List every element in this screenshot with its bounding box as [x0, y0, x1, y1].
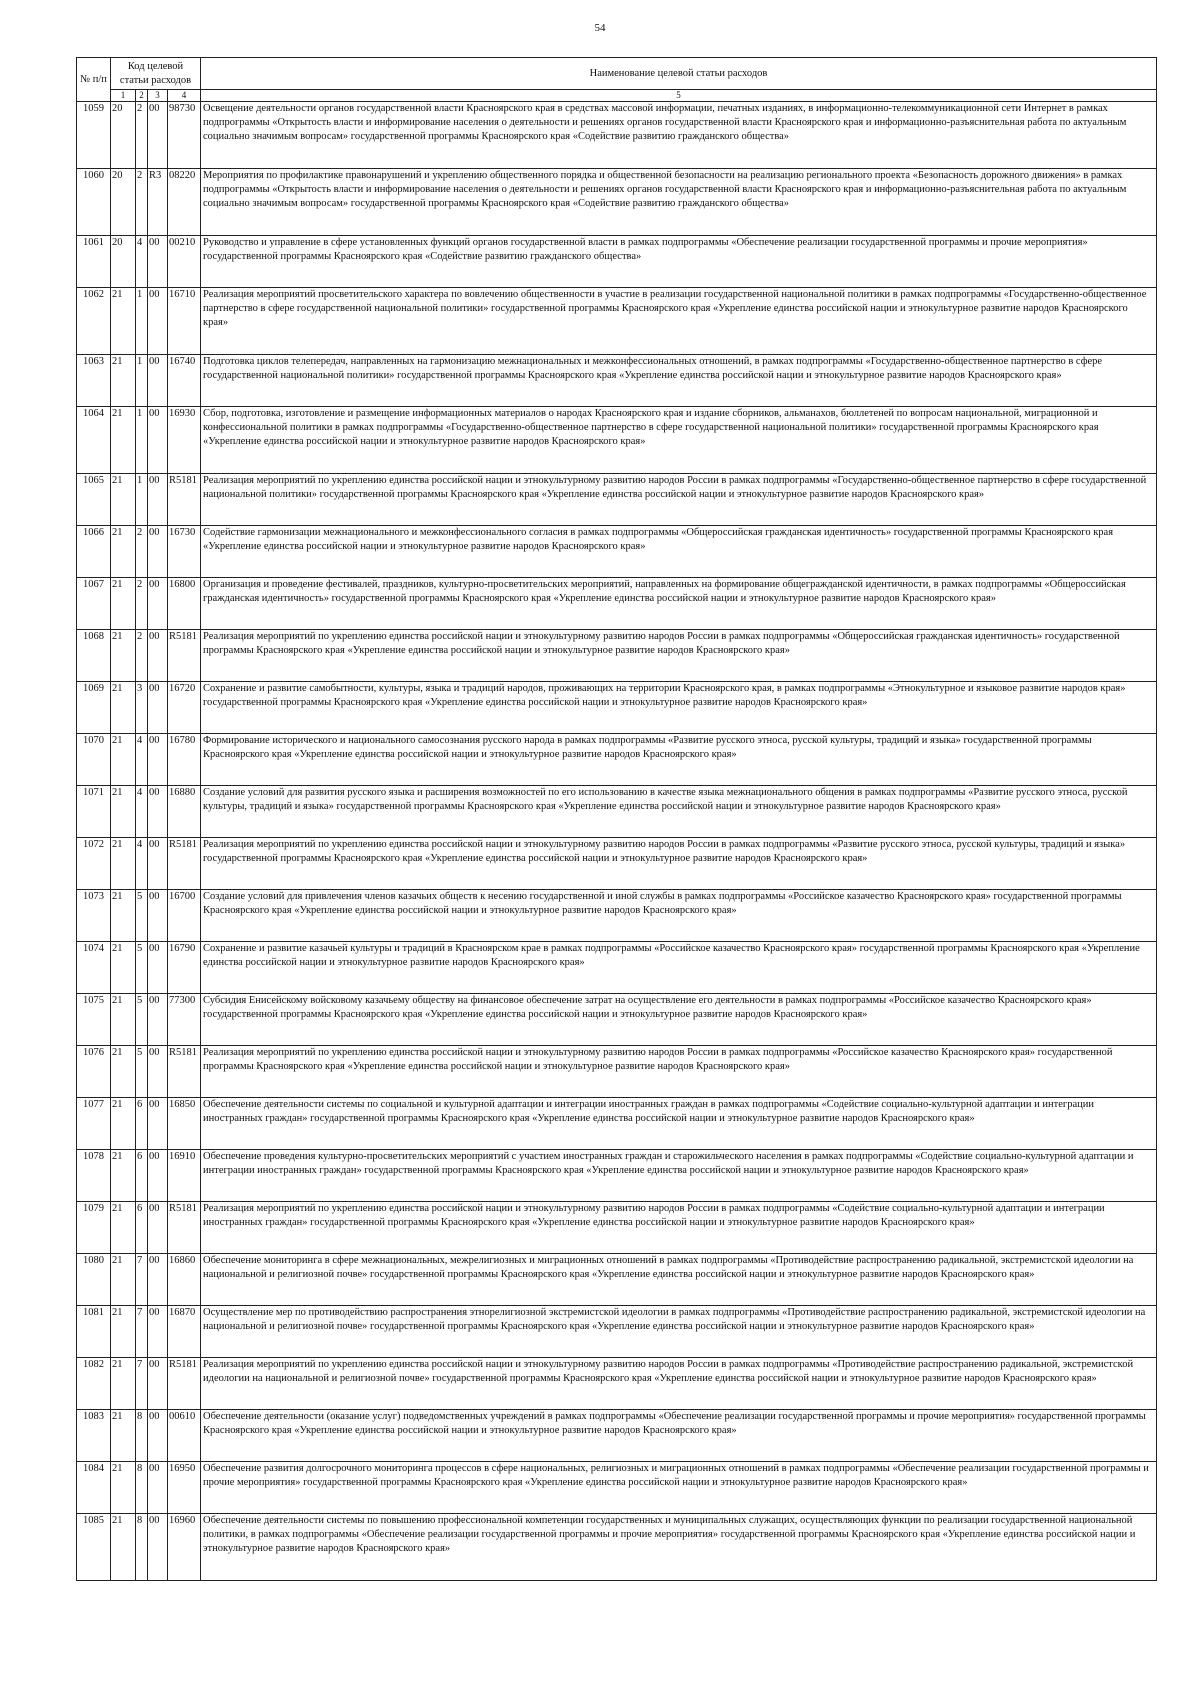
- code-part-1: 21: [111, 1514, 136, 1581]
- code-part-2: 2: [136, 526, 148, 578]
- expense-name: Реализация мероприятий по укреплению единства российской нации и этнокультурному развитию народов России в рамках подпрограммы «Содействие социально-культурной адаптации и интеграции иностранных граждан» государственной программы Красноярского края «Укрепление единства российской нации и этнокультурное развитие народов Красноярского края»: [201, 1202, 1157, 1254]
- row-number: 1070: [77, 734, 111, 786]
- code-part-2: 1: [136, 407, 148, 474]
- code-part-2: 8: [136, 1410, 148, 1462]
- row-number: 1082: [77, 1358, 111, 1410]
- code-part-3: 00: [148, 838, 168, 890]
- table-row: [77, 407, 1157, 474]
- expense-name: Реализация мероприятий по укреплению единства российской нации и этнокультурному развитию народов России в рамках подпрограммы «Развитие русского этноса, русской культуры, традиций и языка» государственной программы Красноярского края «Укрепление единства российской нации и этнокультурное развитие народов Красноярского края»: [201, 838, 1157, 890]
- code-part-4: R5181: [168, 1202, 201, 1254]
- table-row: [77, 169, 1157, 236]
- code-part-3: 00: [148, 526, 168, 578]
- code-part-2: 7: [136, 1358, 148, 1410]
- expense-name: Реализация мероприятий по укреплению единства российской нации и этнокультурному развитию народов России в рамках подпрограммы «Общероссийская гражданская идентичность» государственной программы Красноярского края «Укрепление единства российской нации и этнокультурное развитие народов Красноярского края»: [201, 630, 1157, 682]
- code-part-4: 16790: [168, 942, 201, 994]
- code-part-4: 16780: [168, 734, 201, 786]
- table-body: [77, 102, 1157, 1581]
- code-part-3: 00: [148, 474, 168, 526]
- code-part-4: 16850: [168, 1098, 201, 1150]
- code-part-2: 4: [136, 838, 148, 890]
- row-number: 1068: [77, 630, 111, 682]
- expense-name: Мероприятия по профилактике правонарушений и укреплению общественного порядка и общественной безопасности на реализацию регионального проекта «Безопасность дорожного движения» в рамках подпрограммы «Открытость власти и информирование населения о деятельности и решениях органов государственной власти Красноярского края и информационно-разъяснительная работа по актуальным социально значимым вопросам» государственной программы Красноярского края «Содействие развитию гражданского общества»: [201, 169, 1157, 236]
- code-part-3: 00: [148, 1358, 168, 1410]
- table-row: [77, 526, 1157, 578]
- code-part-4: 16730: [168, 526, 201, 578]
- row-number: 1081: [77, 1306, 111, 1358]
- expense-name: Обеспечение проведения культурно-просветительских мероприятий с участием иностранных граждан и старожильческого населения в рамках подпрограммы «Содействие социально-культурной адаптации и интеграции иностранных граждан» государственной программы Красноярского края «Укрепление единства российской нации и этнокультурное развитие народов Красноярского края»: [201, 1150, 1157, 1202]
- table-row: [77, 942, 1157, 994]
- code-part-1: 21: [111, 942, 136, 994]
- code-part-4: 16720: [168, 682, 201, 734]
- row-number: 1059: [77, 102, 111, 169]
- header-col-3: 3: [148, 90, 168, 102]
- header-name: Наименование целевой статьи расходов: [201, 58, 1157, 90]
- expense-name: Сбор, подготовка, изготовление и размещение информационных материалов о народах Красноярского края и издание сборников, альманахов, бюллетеней по вопросам национальной, миграционной и конфессиональной политики в рамках подпрограммы «Государственно-общественное партнерство в сфере государственной национальной политики» государственной программы Красноярского края «Укрепление единства российской нации и этнокультурное развитие народов Красноярского края»: [201, 407, 1157, 474]
- row-number: 1064: [77, 407, 111, 474]
- row-number: 1062: [77, 288, 111, 355]
- code-part-1: 21: [111, 1462, 136, 1514]
- code-part-4: 16910: [168, 1150, 201, 1202]
- code-part-3: 00: [148, 734, 168, 786]
- code-part-3: 00: [148, 1046, 168, 1098]
- expense-name: Содействие гармонизации межнационального и межконфессионального согласия в рамках подпрограммы «Общероссийская гражданская идентичность» государственной программы Красноярского края «Укрепление единства российской нации и этнокультурное развитие народов Красноярского края»: [201, 526, 1157, 578]
- code-part-4: R5181: [168, 1358, 201, 1410]
- code-part-4: R5181: [168, 474, 201, 526]
- code-part-1: 21: [111, 890, 136, 942]
- code-part-4: 16870: [168, 1306, 201, 1358]
- code-part-1: 21: [111, 1098, 136, 1150]
- expense-name: Осуществление мер по противодействию распространения этнорелигиозной экстремистской идеологии в рамках подпрограммы «Противодействие распространению радикальной, экстремистской идеологии на национальной и религиозной почве» государственной программы Красноярского края «Укрепление единства российской нации и этнокультурное развитие народов Красноярского края»: [201, 1306, 1157, 1358]
- code-part-2: 6: [136, 1202, 148, 1254]
- header-column-numbers-row: [77, 90, 1157, 102]
- expense-name: Реализация мероприятий просветительского характера по вовлечению общественности в участие в реализации государственной национальной политики в рамках подпрограммы «Государственно-общественное партнерство в сфере государственной национальной политики» государственной программы Красноярского края «Укрепление единства российской нации и этнокультурное развитие народов Красноярского края»: [201, 288, 1157, 355]
- table-row: [77, 838, 1157, 890]
- expense-name: Обеспечение развития долгосрочного мониторинга процессов в сфере национальных, религиозных и миграционных отношений в рамках подпрограммы «Обеспечение реализации государственной программы и прочие мероприятия» государственной программы Красноярского края «Укрепление единства российской нации и этнокультурное развитие народов Красноярского края»: [201, 1462, 1157, 1514]
- header-number: № п/п: [77, 58, 111, 102]
- row-number: 1079: [77, 1202, 111, 1254]
- code-part-2: 6: [136, 1098, 148, 1150]
- code-part-1: 21: [111, 1046, 136, 1098]
- code-part-1: 21: [111, 630, 136, 682]
- code-part-3: 00: [148, 288, 168, 355]
- code-part-2: 7: [136, 1254, 148, 1306]
- row-number: 1073: [77, 890, 111, 942]
- code-part-2: 4: [136, 236, 148, 288]
- code-part-1: 21: [111, 1150, 136, 1202]
- code-part-3: 00: [148, 1254, 168, 1306]
- code-part-1: 21: [111, 1306, 136, 1358]
- code-part-1: 21: [111, 994, 136, 1046]
- code-part-4: 16710: [168, 288, 201, 355]
- row-number: 1085: [77, 1514, 111, 1581]
- code-part-1: 20: [111, 236, 136, 288]
- code-part-2: 8: [136, 1462, 148, 1514]
- expense-name: Сохранение и развитие казачьей культуры и традиций в Красноярском крае в рамках подпрограммы «Российское казачество Красноярского края» государственной программы Красноярского края «Укрепление единства российской нации и этнокультурное развитие народов Красноярского края»: [201, 942, 1157, 994]
- table-row: [77, 1410, 1157, 1462]
- table-row: [77, 994, 1157, 1046]
- code-part-3: 00: [148, 1098, 168, 1150]
- code-part-2: 5: [136, 1046, 148, 1098]
- code-part-2: 6: [136, 1150, 148, 1202]
- row-number: 1069: [77, 682, 111, 734]
- table-row: [77, 102, 1157, 169]
- code-part-2: 2: [136, 630, 148, 682]
- code-part-3: 00: [148, 994, 168, 1046]
- code-part-3: 00: [148, 1202, 168, 1254]
- row-number: 1065: [77, 474, 111, 526]
- expense-name: Реализация мероприятий по укреплению единства российской нации и этнокультурному развитию народов России в рамках подпрограммы «Противодействие распространению радикальной, экстремистской идеологии на национальной и религиозной почве» государственной программы Красноярского края «Укрепление единства российской нации и этнокультурное развитие народов Красноярского края»: [201, 1358, 1157, 1410]
- row-number: 1060: [77, 169, 111, 236]
- row-number: 1074: [77, 942, 111, 994]
- code-part-4: 16930: [168, 407, 201, 474]
- row-number: 1083: [77, 1410, 111, 1462]
- expense-name: Организация и проведение фестивалей, праздников, культурно-просветительских мероприятий, направленных на формирование общегражданской идентичности, в рамках подпрограммы «Общероссийская гражданская идентичность» государственной программы Красноярского края «Укрепление единства российской нации и этнокультурное развитие народов Красноярского края»: [201, 578, 1157, 630]
- code-part-2: 2: [136, 102, 148, 169]
- code-part-2: 3: [136, 682, 148, 734]
- page-number: 54: [594, 22, 606, 34]
- header-col-2: 2: [136, 90, 148, 102]
- code-part-2: 7: [136, 1306, 148, 1358]
- code-part-4: 16800: [168, 578, 201, 630]
- code-part-1: 20: [111, 102, 136, 169]
- row-number: 1080: [77, 1254, 111, 1306]
- code-part-4: 16950: [168, 1462, 201, 1514]
- table-row: [77, 890, 1157, 942]
- row-number: 1076: [77, 1046, 111, 1098]
- code-part-2: 5: [136, 994, 148, 1046]
- expense-name: Создание условий для развития русского языка и расширения возможностей по его использованию в качестве языка межнационального общения в рамках подпрограммы «Развитие русского этноса, русской культуры, традиций и языка» государственной программы Красноярского края «Укрепление единства российской нации и этнокультурное развитие народов Красноярского края»: [201, 786, 1157, 838]
- code-part-4: R5181: [168, 1046, 201, 1098]
- table-row: [77, 236, 1157, 288]
- code-part-1: 21: [111, 578, 136, 630]
- expense-name: Руководство и управление в сфере установленных функций органов государственной власти в рамках подпрограммы «Обеспечение реализации государственной программы и прочие мероприятия» государственной программы Красноярского края «Содействие развитию гражданского общества»: [201, 236, 1157, 288]
- code-part-4: 16700: [168, 890, 201, 942]
- table-row: [77, 474, 1157, 526]
- row-number: 1071: [77, 786, 111, 838]
- code-part-3: 00: [148, 578, 168, 630]
- code-part-1: 21: [111, 407, 136, 474]
- code-part-3: 00: [148, 630, 168, 682]
- code-part-3: 00: [148, 1462, 168, 1514]
- table-row: [77, 1358, 1157, 1410]
- expense-name: Обеспечение деятельности системы по повышению профессиональной компетенции государственных и муниципальных служащих, осуществляющих функции по реализации государственной национальной политики, в рамках подпрограммы «Обеспечение реализации государственной программы и прочие мероприятия» государственной программы Красноярского края «Укрепление единства российской нации и этнокультурное развитие народов Красноярского края»: [201, 1514, 1157, 1581]
- code-part-4: 16740: [168, 355, 201, 407]
- code-part-2: 5: [136, 942, 148, 994]
- code-part-4: 16860: [168, 1254, 201, 1306]
- row-number: 1066: [77, 526, 111, 578]
- code-part-4: R5181: [168, 838, 201, 890]
- row-number: 1084: [77, 1462, 111, 1514]
- table-row: [77, 355, 1157, 407]
- row-number: 1072: [77, 838, 111, 890]
- code-part-1: 21: [111, 734, 136, 786]
- expense-name: Создание условий для привлечения членов казачьих обществ к несению государственной и иной службы в рамках подпрограммы «Российское казачество Красноярского края» государственной программы Красноярского края «Укрепление единства российской нации и этнокультурное развитие народов Красноярского края»: [201, 890, 1157, 942]
- code-part-2: 8: [136, 1514, 148, 1581]
- row-number: 1067: [77, 578, 111, 630]
- target-expense-table: [76, 57, 1157, 1581]
- code-part-3: 00: [148, 236, 168, 288]
- expense-name: Сохранение и развитие самобытности, культуры, языка и традиций народов, проживающих на территории Красноярского края, в рамках подпрограммы «Этнокультурное и языковое развитие народов края» государственной программы Красноярского края «Укрепление единства российской нации и этнокультурное развитие народов Красноярского края»: [201, 682, 1157, 734]
- code-part-3: 00: [148, 890, 168, 942]
- table-row: [77, 1514, 1157, 1581]
- table-row: [77, 1098, 1157, 1150]
- code-part-1: 21: [111, 1202, 136, 1254]
- code-part-4: 00610: [168, 1410, 201, 1462]
- code-part-1: 21: [111, 1410, 136, 1462]
- code-part-1: 21: [111, 1254, 136, 1306]
- code-part-1: 21: [111, 682, 136, 734]
- code-part-2: 1: [136, 288, 148, 355]
- header-code: Код целевой статьи расходов: [111, 58, 201, 90]
- code-part-3: 00: [148, 1306, 168, 1358]
- code-part-2: 4: [136, 734, 148, 786]
- header-col-4: 4: [168, 90, 201, 102]
- code-part-2: 4: [136, 786, 148, 838]
- code-part-1: 20: [111, 169, 136, 236]
- table-row: [77, 1254, 1157, 1306]
- code-part-1: 21: [111, 355, 136, 407]
- code-part-3: 00: [148, 407, 168, 474]
- row-number: 1078: [77, 1150, 111, 1202]
- code-part-4: 98730: [168, 102, 201, 169]
- code-part-4: 16960: [168, 1514, 201, 1581]
- expense-name: Субсидия Енисейскому войсковому казачьему обществу на финансовое обеспечение затрат на осуществление его деятельности в рамках подпрограммы «Российское казачество Красноярского края» государственной программы Красноярского края «Укрепление единства российской нации и этнокультурное развитие народов Красноярского края»: [201, 994, 1157, 1046]
- code-part-4: 77300: [168, 994, 201, 1046]
- code-part-1: 21: [111, 474, 136, 526]
- header-row: [77, 58, 1157, 90]
- row-number: 1061: [77, 236, 111, 288]
- code-part-3: 00: [148, 682, 168, 734]
- expense-name: Обеспечение мониторинга в сфере межнациональных, межрелигиозных и миграционных отношений в рамках подпрограммы «Противодействие распространению радикальной, экстремистской идеологии на национальной и религиозной почве» государственной программы Красноярского края «Укрепление единства российской нации и этнокультурное развитие народов Красноярского края»: [201, 1254, 1157, 1306]
- row-number: 1063: [77, 355, 111, 407]
- code-part-1: 21: [111, 288, 136, 355]
- table-row: [77, 1462, 1157, 1514]
- code-part-2: 1: [136, 474, 148, 526]
- row-number: 1075: [77, 994, 111, 1046]
- table-row: [77, 1046, 1157, 1098]
- code-part-3: 00: [148, 786, 168, 838]
- table-row: [77, 1150, 1157, 1202]
- code-part-3: 00: [148, 1150, 168, 1202]
- header-col-1: 1: [111, 90, 136, 102]
- code-part-1: 21: [111, 1358, 136, 1410]
- expense-name: Подготовка циклов телепередач, направленных на гармонизацию межнациональных и межконфессиональных отношений, в рамках подпрограммы «Государственно-общественное партнерство в сфере государственной национальной политики» государственной программы Красноярского края «Укрепление единства российской нации и этнокультурное развитие народов Красноярского края»: [201, 355, 1157, 407]
- expense-name: Реализация мероприятий по укреплению единства российской нации и этнокультурному развитию народов России в рамках подпрограммы «Российское казачество Красноярского края» государственной программы Красноярского края «Укрепление единства российской нации и этнокультурное развитие народов Красноярского края»: [201, 1046, 1157, 1098]
- header-col-5: 5: [201, 90, 1157, 102]
- code-part-2: 2: [136, 169, 148, 236]
- code-part-1: 21: [111, 838, 136, 890]
- code-part-3: 00: [148, 942, 168, 994]
- table-row: [77, 786, 1157, 838]
- code-part-2: 2: [136, 578, 148, 630]
- expense-name: Освещение деятельности органов государственной власти Красноярского края в средствах массовой информации, печатных изданиях, в информационно-телекоммуникационной сети Интернет в рамках подпрограммы «Открытость власти и информирование населения о деятельности и решениях органов государственной власти Красноярского края и информационно-разъяснительная работа по актуальным социально значимым вопросам» государственной программы Красноярского края «Содействие развитию гражданского общества»: [201, 102, 1157, 169]
- code-part-1: 21: [111, 526, 136, 578]
- code-part-1: 21: [111, 786, 136, 838]
- expense-name: Обеспечение деятельности (оказание услуг) подведомственных учреждений в рамках подпрограммы «Обеспечение реализации государственной программы и прочие мероприятия» государственной программы Красноярского края «Укрепление единства российской нации и этнокультурное развитие народов Красноярского края»: [201, 1410, 1157, 1462]
- code-part-4: 00210: [168, 236, 201, 288]
- table-row: [77, 734, 1157, 786]
- expense-name: Обеспечение деятельности системы по социальной и культурной адаптации и интеграции иностранных граждан в рамках подпрограммы «Содействие социально-культурной адаптации и интеграции иностранных граждан» государственной программы Красноярского края «Укрепление единства российской нации и этнокультурное развитие народов Красноярского края»: [201, 1098, 1157, 1150]
- row-number: 1077: [77, 1098, 111, 1150]
- code-part-4: R5181: [168, 630, 201, 682]
- code-part-4: 08220: [168, 169, 201, 236]
- code-part-3: 00: [148, 102, 168, 169]
- code-part-3: R3: [148, 169, 168, 236]
- table-row: [77, 1202, 1157, 1254]
- code-part-3: 00: [148, 355, 168, 407]
- expense-name: Формирование исторического и национального самосознания русского народа в рамках подпрограммы «Развитие русского этноса, русской культуры, традиций и языка» государственной программы Красноярского края «Укрепление единства российской нации и этнокультурное развитие народов Красноярского края»: [201, 734, 1157, 786]
- expense-name: Реализация мероприятий по укреплению единства российской нации и этнокультурному развитию народов России в рамках подпрограммы «Государственно-общественное партнерство в сфере государственной национальной политики» государственной программы Красноярского края «Укрепление единства российской нации и этнокультурное развитие народов Красноярского края»: [201, 474, 1157, 526]
- table-row: [77, 1306, 1157, 1358]
- code-part-2: 1: [136, 355, 148, 407]
- table-row: [77, 288, 1157, 355]
- code-part-2: 5: [136, 890, 148, 942]
- table-row: [77, 630, 1157, 682]
- code-part-3: 00: [148, 1410, 168, 1462]
- table-row: [77, 682, 1157, 734]
- table-row: [77, 578, 1157, 630]
- code-part-4: 16880: [168, 786, 201, 838]
- code-part-3: 00: [148, 1514, 168, 1581]
